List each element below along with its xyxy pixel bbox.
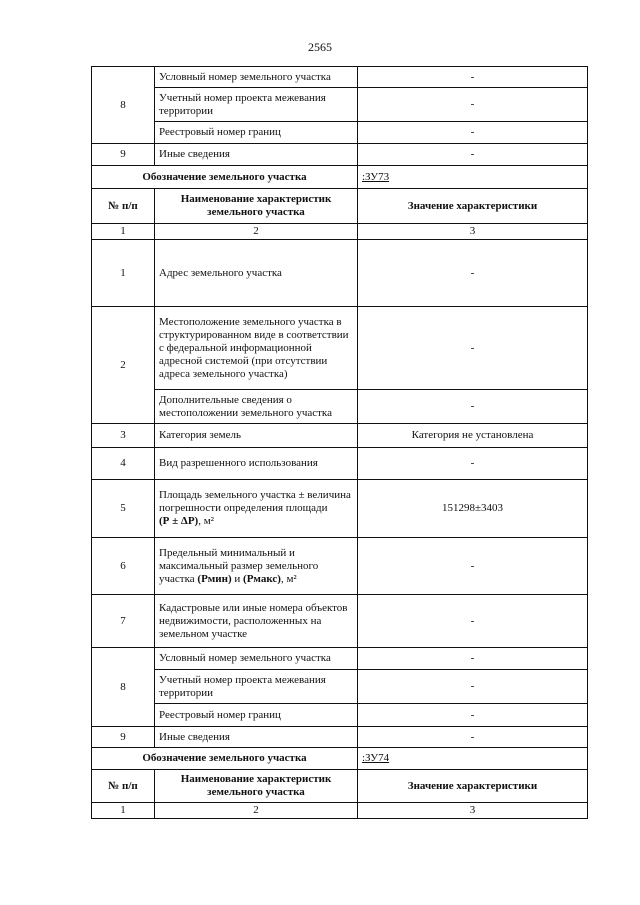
characteristic-name: Учетный номер проекта межевания территории [155, 88, 358, 122]
row-number: 2 [92, 307, 155, 424]
characteristic-name [155, 538, 358, 595]
table-row [92, 538, 588, 595]
column-numbers-row [92, 224, 588, 240]
characteristic-name: Кадастровые или иные номера объектов недвижимости, расположенных на земельном участке [155, 595, 358, 648]
column-header-name: Наименование характеристик земельного участка [155, 189, 358, 224]
characteristic-value: - [358, 144, 588, 166]
area-formula: (Р ± ΔР) [159, 515, 199, 527]
size-and: и [231, 572, 244, 585]
characteristic-value: - [358, 448, 588, 480]
table-row [92, 122, 588, 144]
characteristic-name: Категория земель [155, 424, 358, 448]
table-row [92, 704, 588, 727]
row-number: 9 [92, 144, 155, 166]
row-number: 1 [92, 240, 155, 307]
row-number: 9 [92, 727, 155, 748]
designation-row [92, 748, 588, 770]
characteristic-name: Местоположение земельного участка в структурированном виде в соответствии с федеральной информационной адресной системой (при отсутствии адреса земельного участка) [155, 307, 358, 390]
characteristic-value: - [358, 240, 588, 307]
table-row [92, 390, 588, 424]
table-row [92, 424, 588, 448]
table-row [92, 67, 588, 88]
page-number: 2565 [308, 40, 332, 54]
characteristic-value: 151298±3403 [358, 480, 588, 538]
characteristic-value: - [358, 390, 588, 424]
characteristic-name: Учетный номер проекта межевания территории [155, 670, 358, 704]
area-label-text: Площадь земельного участка ± величина погрешности определения площади [159, 489, 351, 514]
characteristic-name: Иные сведения [155, 144, 358, 166]
characteristic-name [155, 480, 358, 538]
characteristic-value: - [358, 88, 588, 122]
table-row [92, 240, 588, 307]
table-row [92, 480, 588, 538]
table-row [92, 670, 588, 704]
column-header-value: Значение характеристики [358, 189, 588, 224]
column-number: 3 [358, 803, 588, 819]
table-row [92, 595, 588, 648]
designation-value: :ЗУ73 [358, 166, 588, 189]
characteristic-name: Реестровый номер границ [155, 122, 358, 144]
characteristic-value: - [358, 648, 588, 670]
header-row [92, 770, 588, 803]
size-pmax: (Рмакс) [243, 572, 281, 585]
column-number: 3 [358, 224, 588, 240]
column-number: 1 [92, 224, 155, 240]
characteristic-name: Условный номер земельного участка [155, 67, 358, 88]
characteristic-name: Вид разрешенного использования [155, 448, 358, 480]
characteristic-value: - [358, 122, 588, 144]
row-number: 5 [92, 480, 155, 538]
designation-value: :ЗУ74 [358, 748, 588, 770]
column-numbers-row [92, 803, 588, 819]
characteristic-name: Реестровый номер границ [155, 704, 358, 727]
area-unit: , м² [198, 515, 214, 527]
row-number: 6 [92, 538, 155, 595]
header-row [92, 189, 588, 224]
row-number: 8 [92, 67, 155, 144]
characteristic-value: - [358, 67, 588, 88]
row-number: 7 [92, 595, 155, 648]
designation-label: Обозначение земельного участка [92, 166, 358, 189]
column-number: 2 [155, 803, 358, 819]
land-plot-table [91, 66, 588, 819]
characteristic-value: - [358, 704, 588, 727]
characteristic-value: - [358, 670, 588, 704]
characteristic-value: - [358, 727, 588, 748]
characteristic-value: Категория не установлена [358, 424, 588, 448]
table-row [92, 144, 588, 166]
column-number: 1 [92, 803, 155, 819]
characteristic-value: - [358, 307, 588, 390]
characteristic-value: - [358, 538, 588, 595]
row-number: 4 [92, 448, 155, 480]
size-unit: , м² [280, 572, 297, 585]
column-header-number: № п/п [92, 770, 155, 803]
characteristic-name: Дополнительные сведения о местоположении земельного участка [155, 390, 358, 424]
table-row [92, 448, 588, 480]
row-number: 8 [92, 648, 155, 727]
size-label-text: Предельный минимальный и максимальный размер земельного участка [159, 546, 319, 585]
table-row [92, 88, 588, 122]
row-number: 3 [92, 424, 155, 448]
column-header-number: № п/п [92, 189, 155, 224]
designation-row [92, 166, 588, 189]
designation-label: Обозначение земельного участка [92, 748, 358, 770]
table-row [92, 727, 588, 748]
table-row [92, 648, 588, 670]
column-header-value: Значение характеристики [358, 770, 588, 803]
table-row [92, 307, 588, 390]
characteristic-value: - [358, 595, 588, 648]
column-number: 2 [155, 224, 358, 240]
characteristic-name: Условный номер земельного участка [155, 648, 358, 670]
characteristic-name: Иные сведения [155, 727, 358, 748]
size-pmin: (Рмин) [197, 572, 232, 585]
characteristic-name: Адрес земельного участка [155, 240, 358, 307]
column-header-name: Наименование характеристик земельного участка [155, 770, 358, 803]
